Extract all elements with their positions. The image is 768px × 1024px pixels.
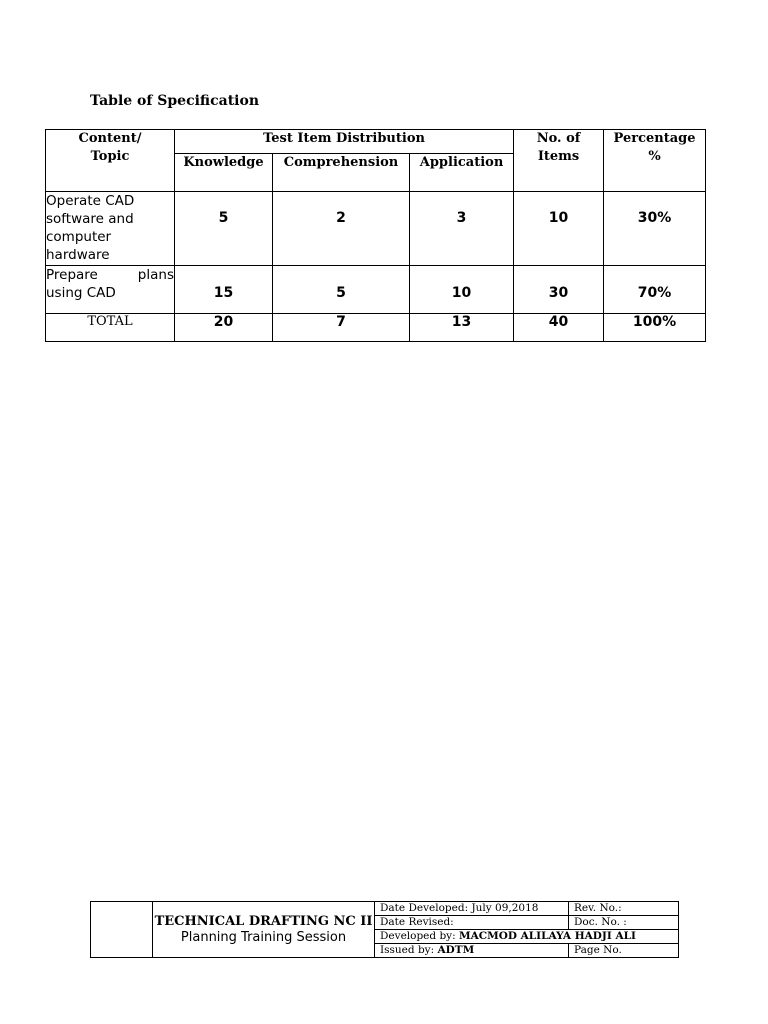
total-knowledge: 20 (175, 314, 273, 342)
footer-date-developed-label: Date Developed: (380, 902, 469, 914)
header-percentage (604, 130, 706, 192)
footer-course-cell (153, 902, 375, 958)
total-label: TOTAL (46, 314, 175, 342)
row-knowledge: 5 (175, 192, 273, 266)
footer-doc-no: Doc. No. : (569, 916, 679, 930)
header-knowledge: Knowledge (175, 154, 273, 192)
row-topic-line: Prepare plans (46, 267, 174, 283)
header-content-topic (46, 130, 175, 192)
row-comprehension: 2 (273, 192, 410, 266)
footer-course-title: TECHNICAL DRAFTING NC II (154, 913, 373, 929)
footer-page-no: Page No. (569, 944, 679, 958)
footer-developed-by-label: Developed by: (380, 930, 456, 942)
table-row (46, 266, 706, 314)
row-topic-line: using CAD (46, 285, 116, 301)
header-content-topic-line1: Content/ (78, 131, 142, 146)
footer-issued-by (375, 944, 569, 958)
header-application: Application (410, 154, 514, 192)
row-topic-line: hardware (46, 247, 110, 263)
row-topic (46, 266, 175, 314)
header-no-of-items-line1: No. of (536, 131, 581, 146)
header-no-of-items (514, 130, 604, 192)
specification-table (45, 129, 706, 342)
total-application: 13 (410, 314, 514, 342)
row-comprehension: 5 (273, 266, 410, 314)
row-topic-line: Operate CAD (46, 193, 135, 209)
footer-issued-by-label: Issued by: (380, 944, 435, 956)
row-topic (46, 192, 175, 266)
footer-developed-by (375, 930, 679, 944)
row-application: 10 (410, 266, 514, 314)
footer-developed-by-value: MACMOD ALILAYA HADJI ALI (459, 930, 636, 942)
row-topic-line: computer (46, 229, 112, 245)
header-percentage-line2: % (648, 149, 661, 164)
header-content-topic-line2: Topic (90, 149, 130, 164)
total-percentage: 100% (604, 314, 706, 342)
row-topic-line: software and (46, 211, 134, 227)
header-test-item-distribution: Test Item Distribution (175, 130, 514, 154)
footer-date-developed-value: July 09,2018 (471, 902, 539, 914)
table-row (46, 192, 706, 266)
row-knowledge: 15 (175, 266, 273, 314)
document-footer (90, 901, 679, 958)
row-application: 3 (410, 192, 514, 266)
footer-course-subtitle: Planning Training Session (180, 929, 347, 945)
row-percentage: 70% (604, 266, 706, 314)
row-percentage: 30% (604, 192, 706, 266)
row-items: 10 (514, 192, 604, 266)
header-percentage-line1: Percentage (613, 131, 696, 146)
footer-issued-by-value: ADTM (437, 944, 475, 956)
total-items: 40 (514, 314, 604, 342)
row-items: 30 (514, 266, 604, 314)
total-row (46, 314, 706, 342)
footer-logo-cell (91, 902, 153, 958)
total-comprehension: 7 (273, 314, 410, 342)
document-title: Table of Specification (90, 93, 259, 109)
header-comprehension: Comprehension (273, 154, 410, 192)
footer-date-developed (375, 902, 569, 916)
footer-date-revised: Date Revised: (375, 916, 569, 930)
header-no-of-items-line2: Items (537, 149, 580, 164)
footer-rev-no: Rev. No.: (569, 902, 679, 916)
